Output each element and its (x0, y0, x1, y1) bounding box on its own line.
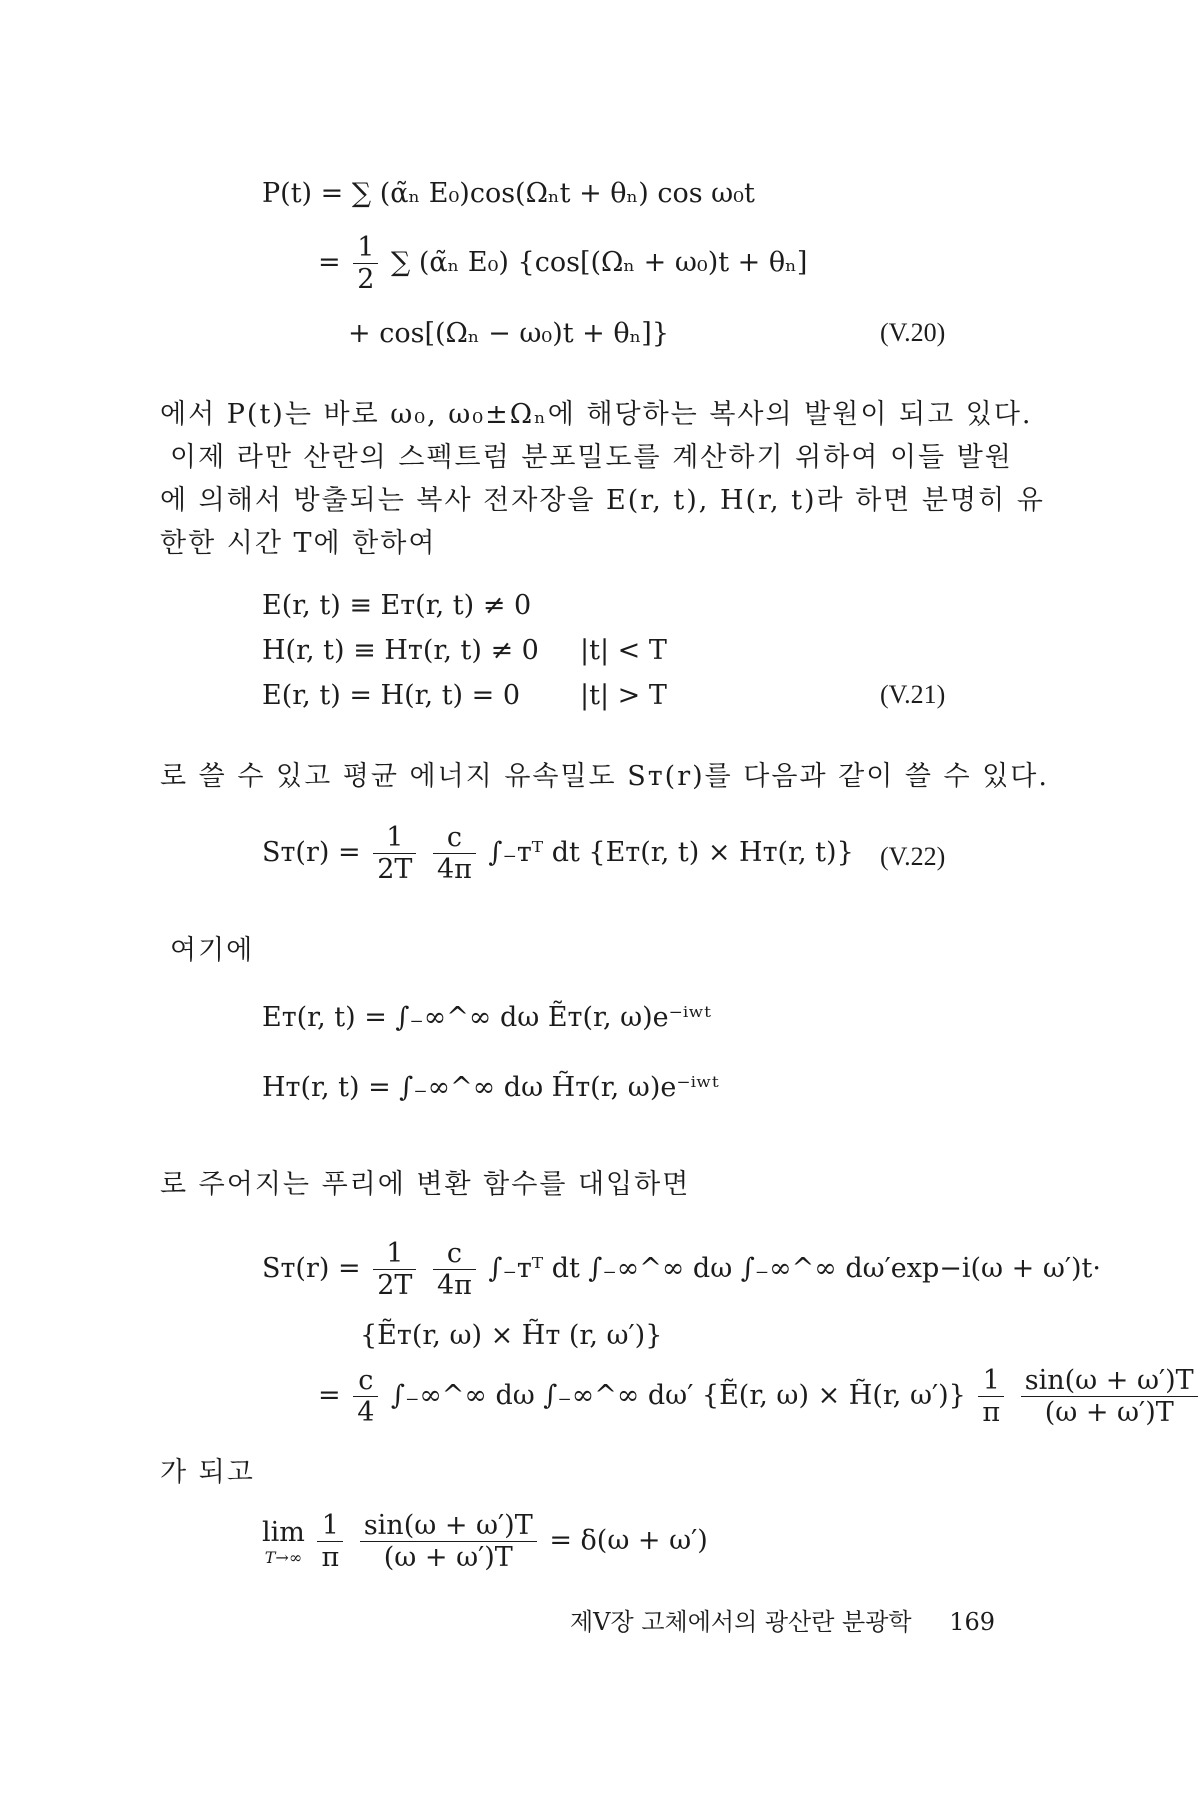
paragraph-2-line-1: 이제 라만 산란의 스펙트럼 분포밀도를 계산하기 위하여 이들 발원 (170, 442, 1013, 473)
fraction: $\frac{c}{4}$ (353, 1365, 378, 1428)
paragraph-2-line-3: 한한 시간 T에 한하여 (160, 528, 437, 559)
fraction: $\frac{1}{2}$ (353, 232, 378, 295)
equation-v20-line2: = $\frac{1}{2}$ ∑ (α̃ₙ E₀) {cos[(Ωₙ + ω₀)t + θₙ] (318, 232, 808, 296)
fraction: $\frac{\sin(\omega + \omega')T}{(\omega + \omega')T}$ (360, 1510, 537, 1573)
fraction: $\frac{\sin(\omega + \omega')T}{(\omega + \omega')T}$ (1021, 1365, 1198, 1428)
equation-v21-line2: H(r, t) ≡ Hᴛ(r, t) ≠ 0 (262, 635, 539, 666)
equation-v22: Sᴛ(r) = $\frac{1}{2T}$ $\frac{c}{4\pi}$ ∫₋ᴛᵀ dt {Eᴛ(r, t) × Hᴛ(r, t)} (262, 822, 854, 886)
paragraph-6: 가 되고 (160, 1457, 255, 1488)
paragraph-5: 로 주어지는 푸리에 변환 함수를 대입하면 (160, 1169, 691, 1200)
page-footer (570, 1602, 995, 1637)
equation-label-v22: (V.22) (880, 842, 946, 871)
fraction: $\frac{c}{4\pi}$ (433, 822, 476, 885)
equation-v20-line3: + cos[(Ωₙ − ω₀)t + θₙ]} (348, 318, 670, 349)
fraction: $\frac{1}{2T}$ (373, 822, 416, 885)
equation-v21-condition-1: |t| < T (580, 635, 667, 666)
fraction: $\frac{1}{\pi}$ (317, 1510, 343, 1573)
equation-v21-condition-2: |t| > T (580, 680, 667, 711)
equation-st-line3: = $\frac{c}{4}$ ∫₋∞^∞ dω ∫₋∞^∞ dω′ {Ẽ(r, ω) × H̃(r, ω′)} $\frac{1}{\pi}$ $\frac{\sin(\omega + \omega')T}{(\omega + \omega')T}$ (318, 1365, 1200, 1428)
equation-st-line2: {Ẽᴛ(r, ω) × H̃ᴛ (r, ω′)} (360, 1320, 663, 1351)
paragraph-1: 에서 P(t)는 바로 ω₀, ω₀±Ωₙ에 해당하는 복사의 발원이 되고 있다. (160, 399, 1033, 430)
equation-v21-line3: E(r, t) = H(r, t) = 0 (262, 680, 521, 711)
fraction: $\frac{1}{\pi}$ (978, 1365, 1004, 1428)
fraction: $\frac{1}{2T}$ (373, 1238, 416, 1301)
equation-label-v20: (V.20) (880, 318, 946, 347)
running-head: 제Ⅴ장 고체에서의 광산란 분광학 (570, 1608, 912, 1636)
paragraph-4: 여기에 (170, 935, 255, 966)
equation-v21-line1: E(r, t) ≡ Eᴛ(r, t) ≠ 0 (262, 590, 532, 621)
fraction: $\frac{c}{4\pi}$ (433, 1238, 476, 1301)
fourier-transform-E: Eᴛ(r, t) = ∫₋∞^∞ dω Ẽᴛ(r, ω)e⁻ⁱʷᵗ (262, 1002, 711, 1033)
equation-label-v21: (V.21) (880, 680, 946, 709)
equation-v20-line1: P(t) = ∑ (α̃ₙ E₀)cos(Ωₙt + θₙ) cos ω₀t (262, 178, 755, 209)
paragraph-3: 로 쓸 수 있고 평균 에너지 유속밀도 Sᴛ(r)를 다음과 같이 쓸 수 있다. (160, 761, 1049, 792)
equation-st-line1: Sᴛ(r) = $\frac{1}{2T}$ $\frac{c}{4\pi}$ ∫₋ᴛᵀ dt ∫₋∞^∞ dω ∫₋∞^∞ dω′exp−i(ω + ω′)t· (262, 1238, 1101, 1302)
page-number: 169 (949, 1608, 996, 1636)
fourier-transform-H: Hᴛ(r, t) = ∫₋∞^∞ dω H̃ᴛ(r, ω)e⁻ⁱʷᵗ (262, 1072, 719, 1103)
equation-limit: lim T→∞ $\frac{1}{\pi}$ $\frac{\sin(\omega + \omega')T}{(\omega + \omega')T}$ = δ(ω + ω′) (262, 1510, 708, 1574)
paragraph-2-line-2: 에 의해서 방출되는 복사 전자장을 E(r, t), H(r, t)라 하면 분명히 유 (160, 485, 1045, 516)
